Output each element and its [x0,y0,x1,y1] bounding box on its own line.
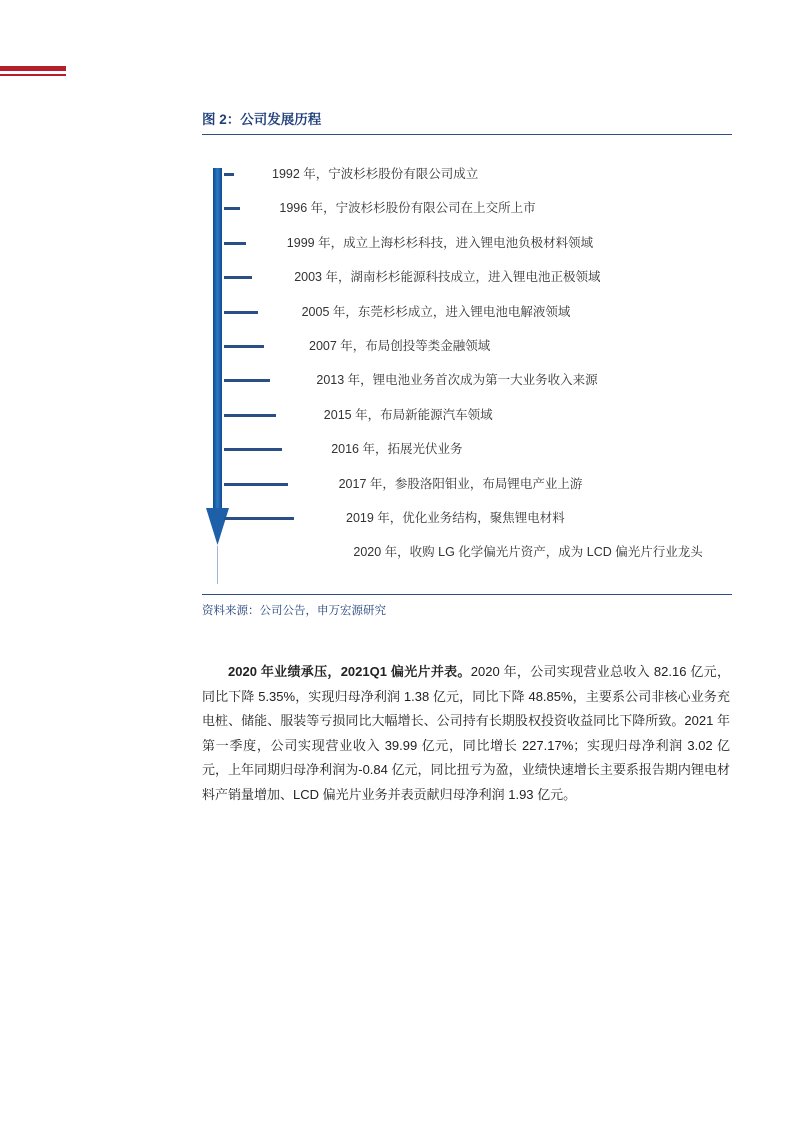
body-paragraph [202,660,730,807]
timeline-tick [224,414,276,417]
timeline-tick [224,276,252,279]
timeline-arrow [196,160,296,590]
timeline-event: 2003 年，湖南杉杉能源科技成立，进入锂电池正极领域 [294,270,601,285]
timeline-tick [224,379,270,382]
header-red-band [0,66,66,71]
timeline-tick [224,207,240,210]
timeline [196,160,736,590]
header-red-line [0,74,66,76]
timeline-event: 2005 年，东莞杉杉成立，进入锂电池电解液领域 [301,304,571,319]
paragraph-lead: 2020 年业绩承压，2021Q1 偏光片并表。 [228,664,471,679]
timeline-event: 1992 年，宁波杉杉股份有限公司成立 [272,167,479,181]
timeline-shaft [213,168,222,508]
timeline-event: 2019 年，优化业务结构，聚焦锂电材料 [346,511,565,525]
timeline-arrowhead [206,508,229,545]
figure-title: 图 2：公司发展历程 [202,112,322,127]
timeline-event: 2013 年，锂电池业务首次成为第一大业务收入来源 [316,373,598,388]
paragraph-text: 2020 年，公司实现营业总收入 82.16 亿元，同比下降 5.35%，实现归母净利润 1.38 亿元，同比下降 48.85%，主要系公司非核心业务充电桩、储能、服装等亏损同比大幅增长、公司持有长期股权投资收益同比下降所致。2021 年第一季度，公司实现营业收入 39.99 亿元，同比增长 227.17%；实现归母净利润 3.02 亿元，上年同期归母净利润为-0.84 亿元，同比扭亏为盈，业绩快速增长主要系报告期内锂电材料产销量增加、LCD 偏光片业务并表贡献归母净利润 1.93 亿元。 [202,664,730,802]
timeline-tick [224,173,234,176]
timeline-tick [224,517,294,520]
figure-source: 资料来源：公司公告，申万宏源研究 [202,605,386,617]
timeline-tick [224,448,282,451]
timeline-event: 2016 年，拓展光伏业务 [331,442,463,457]
timeline-event: 2007 年，布局创投等类金融领域 [309,339,491,353]
timeline-event: 1996 年，宁波杉杉股份有限公司在上交所上市 [279,201,536,216]
timeline-event: 1999 年，成立上海杉杉科技，进入锂电池负极材料领域 [286,235,594,250]
figure-bottom-rule [202,594,732,595]
timeline-tick [224,311,258,314]
timeline-tick [224,483,288,486]
timeline-event: 2020 年，收购 LG 化学偏光片资产，成为 LCD 偏光片行业龙头 [353,545,703,560]
figure-top-rule [202,134,732,135]
timeline-event: 2017 年，参股洛阳钼业，布局锂电产业上游 [338,476,583,491]
timeline-event: 2015 年，布局新能源汽车领域 [323,407,493,422]
timeline-tick [224,345,264,348]
timeline-tick [224,242,246,245]
